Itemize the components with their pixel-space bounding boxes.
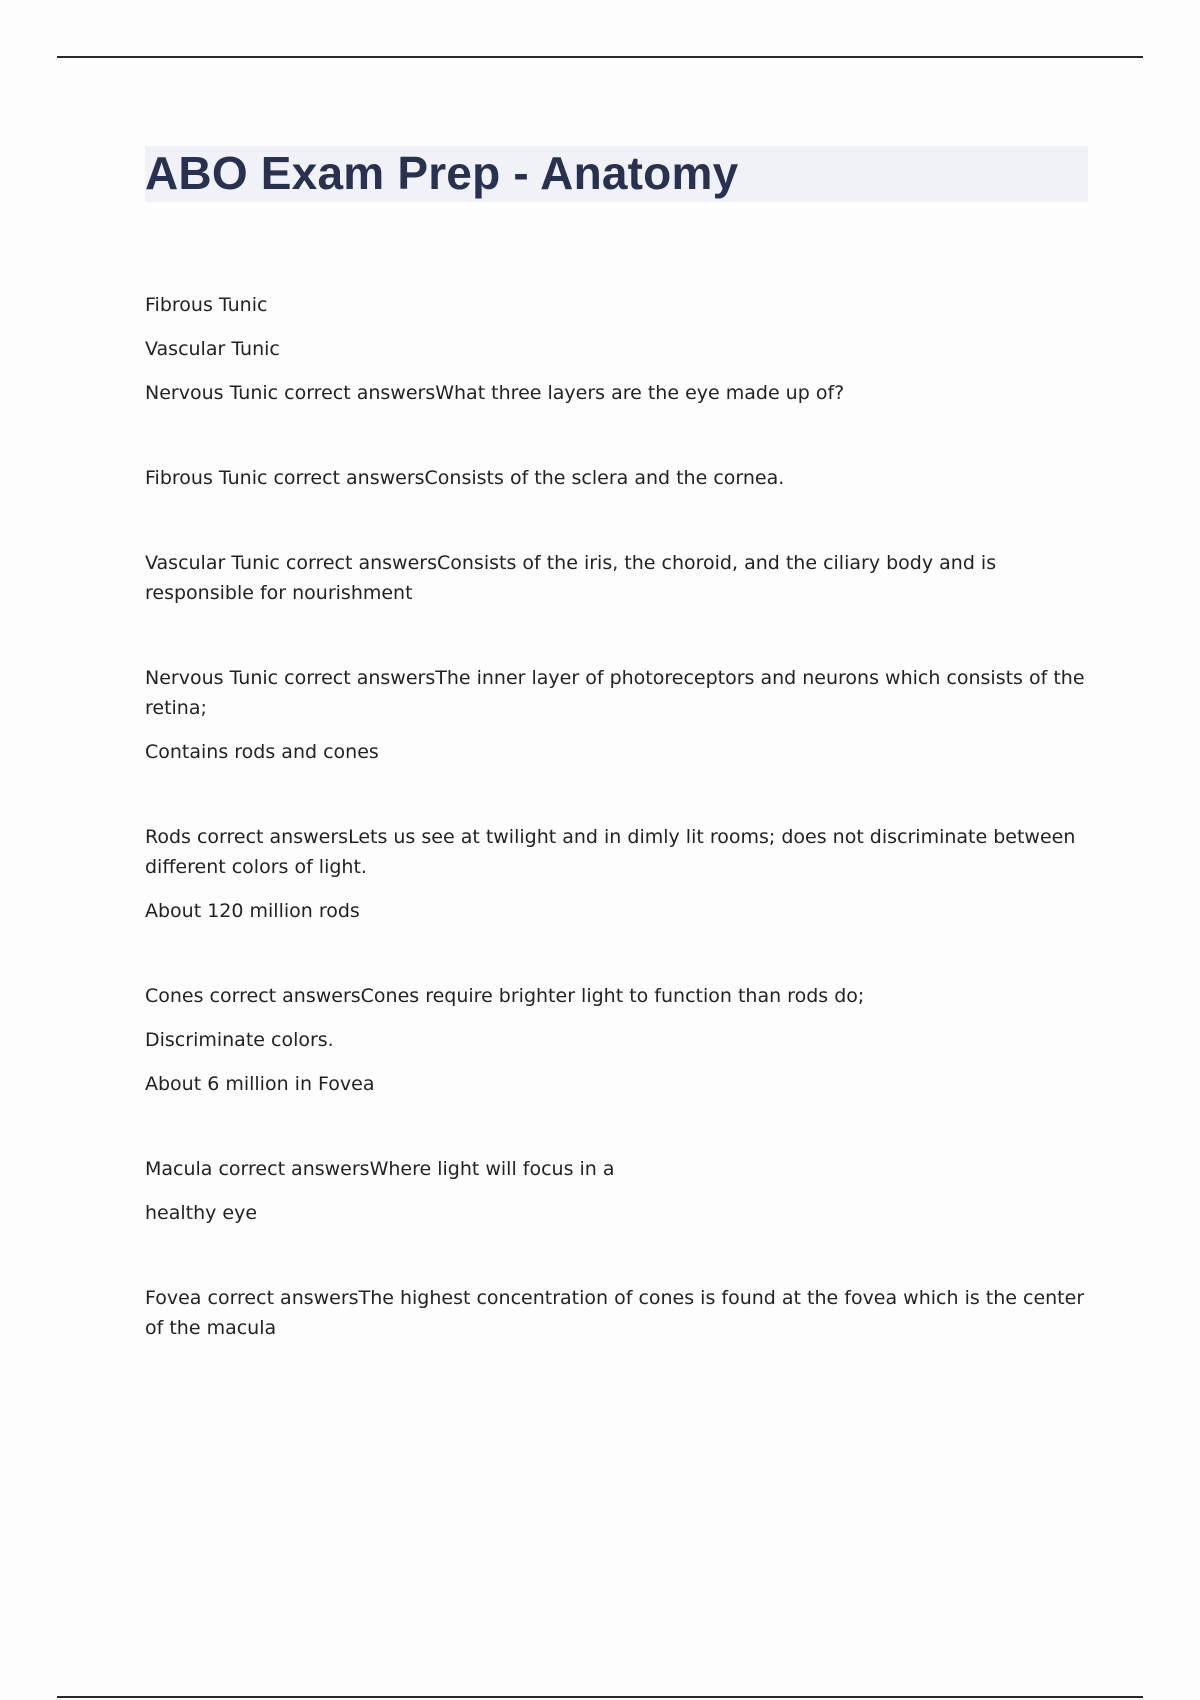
flashcard-line: Contains rods and cones [145, 741, 379, 763]
flashcard [145, 548, 1090, 608]
flashcard [145, 981, 1090, 1099]
flashcard [145, 1283, 1090, 1343]
flashcard [145, 663, 1090, 767]
flashcard [145, 822, 1090, 926]
flashcard-line: Cones correct answersCones require brighter light to function than rods do; [145, 985, 865, 1007]
flashcard-line: Macula correct answersWhere light will focus in a [145, 1158, 615, 1180]
flashcard-list [145, 290, 1090, 1398]
flashcard [145, 463, 1090, 493]
flashcard-line: Discriminate colors. [145, 1029, 334, 1051]
flashcard-line: Nervous Tunic correct answersThe inner layer of photoreceptors and neurons which consists of the retina; [145, 667, 1085, 719]
top-rule [57, 56, 1143, 58]
flashcard [145, 290, 1090, 408]
flashcard-line: Rods correct answersLets us see at twilight and in dimly lit rooms; does not discriminate between different colors of light. [145, 826, 1076, 878]
flashcard-line: Vascular Tunic correct answersConsists of the iris, the choroid, and the ciliary body and is responsible for nourishment [145, 552, 997, 604]
flashcard-line: About 6 million in Fovea [145, 1073, 375, 1095]
flashcard-line: Fovea correct answersThe highest concentration of cones is found at the fovea which is the center of the macula [145, 1287, 1085, 1339]
flashcard-line: Fibrous Tunic [145, 294, 268, 316]
flashcard-line: healthy eye [145, 1202, 258, 1224]
bottom-rule [57, 1696, 1143, 1698]
page-title: ABO Exam Prep - Anatomy [145, 147, 739, 199]
flashcard-line: Nervous Tunic correct answersWhat three layers are the eye made up of? [145, 382, 845, 404]
flashcard [145, 1154, 1090, 1228]
flashcard-line: Vascular Tunic [145, 338, 280, 360]
flashcard-line: Fibrous Tunic correct answersConsists of the sclera and the cornea. [145, 467, 785, 489]
flashcard-line: About 120 million rods [145, 900, 360, 922]
